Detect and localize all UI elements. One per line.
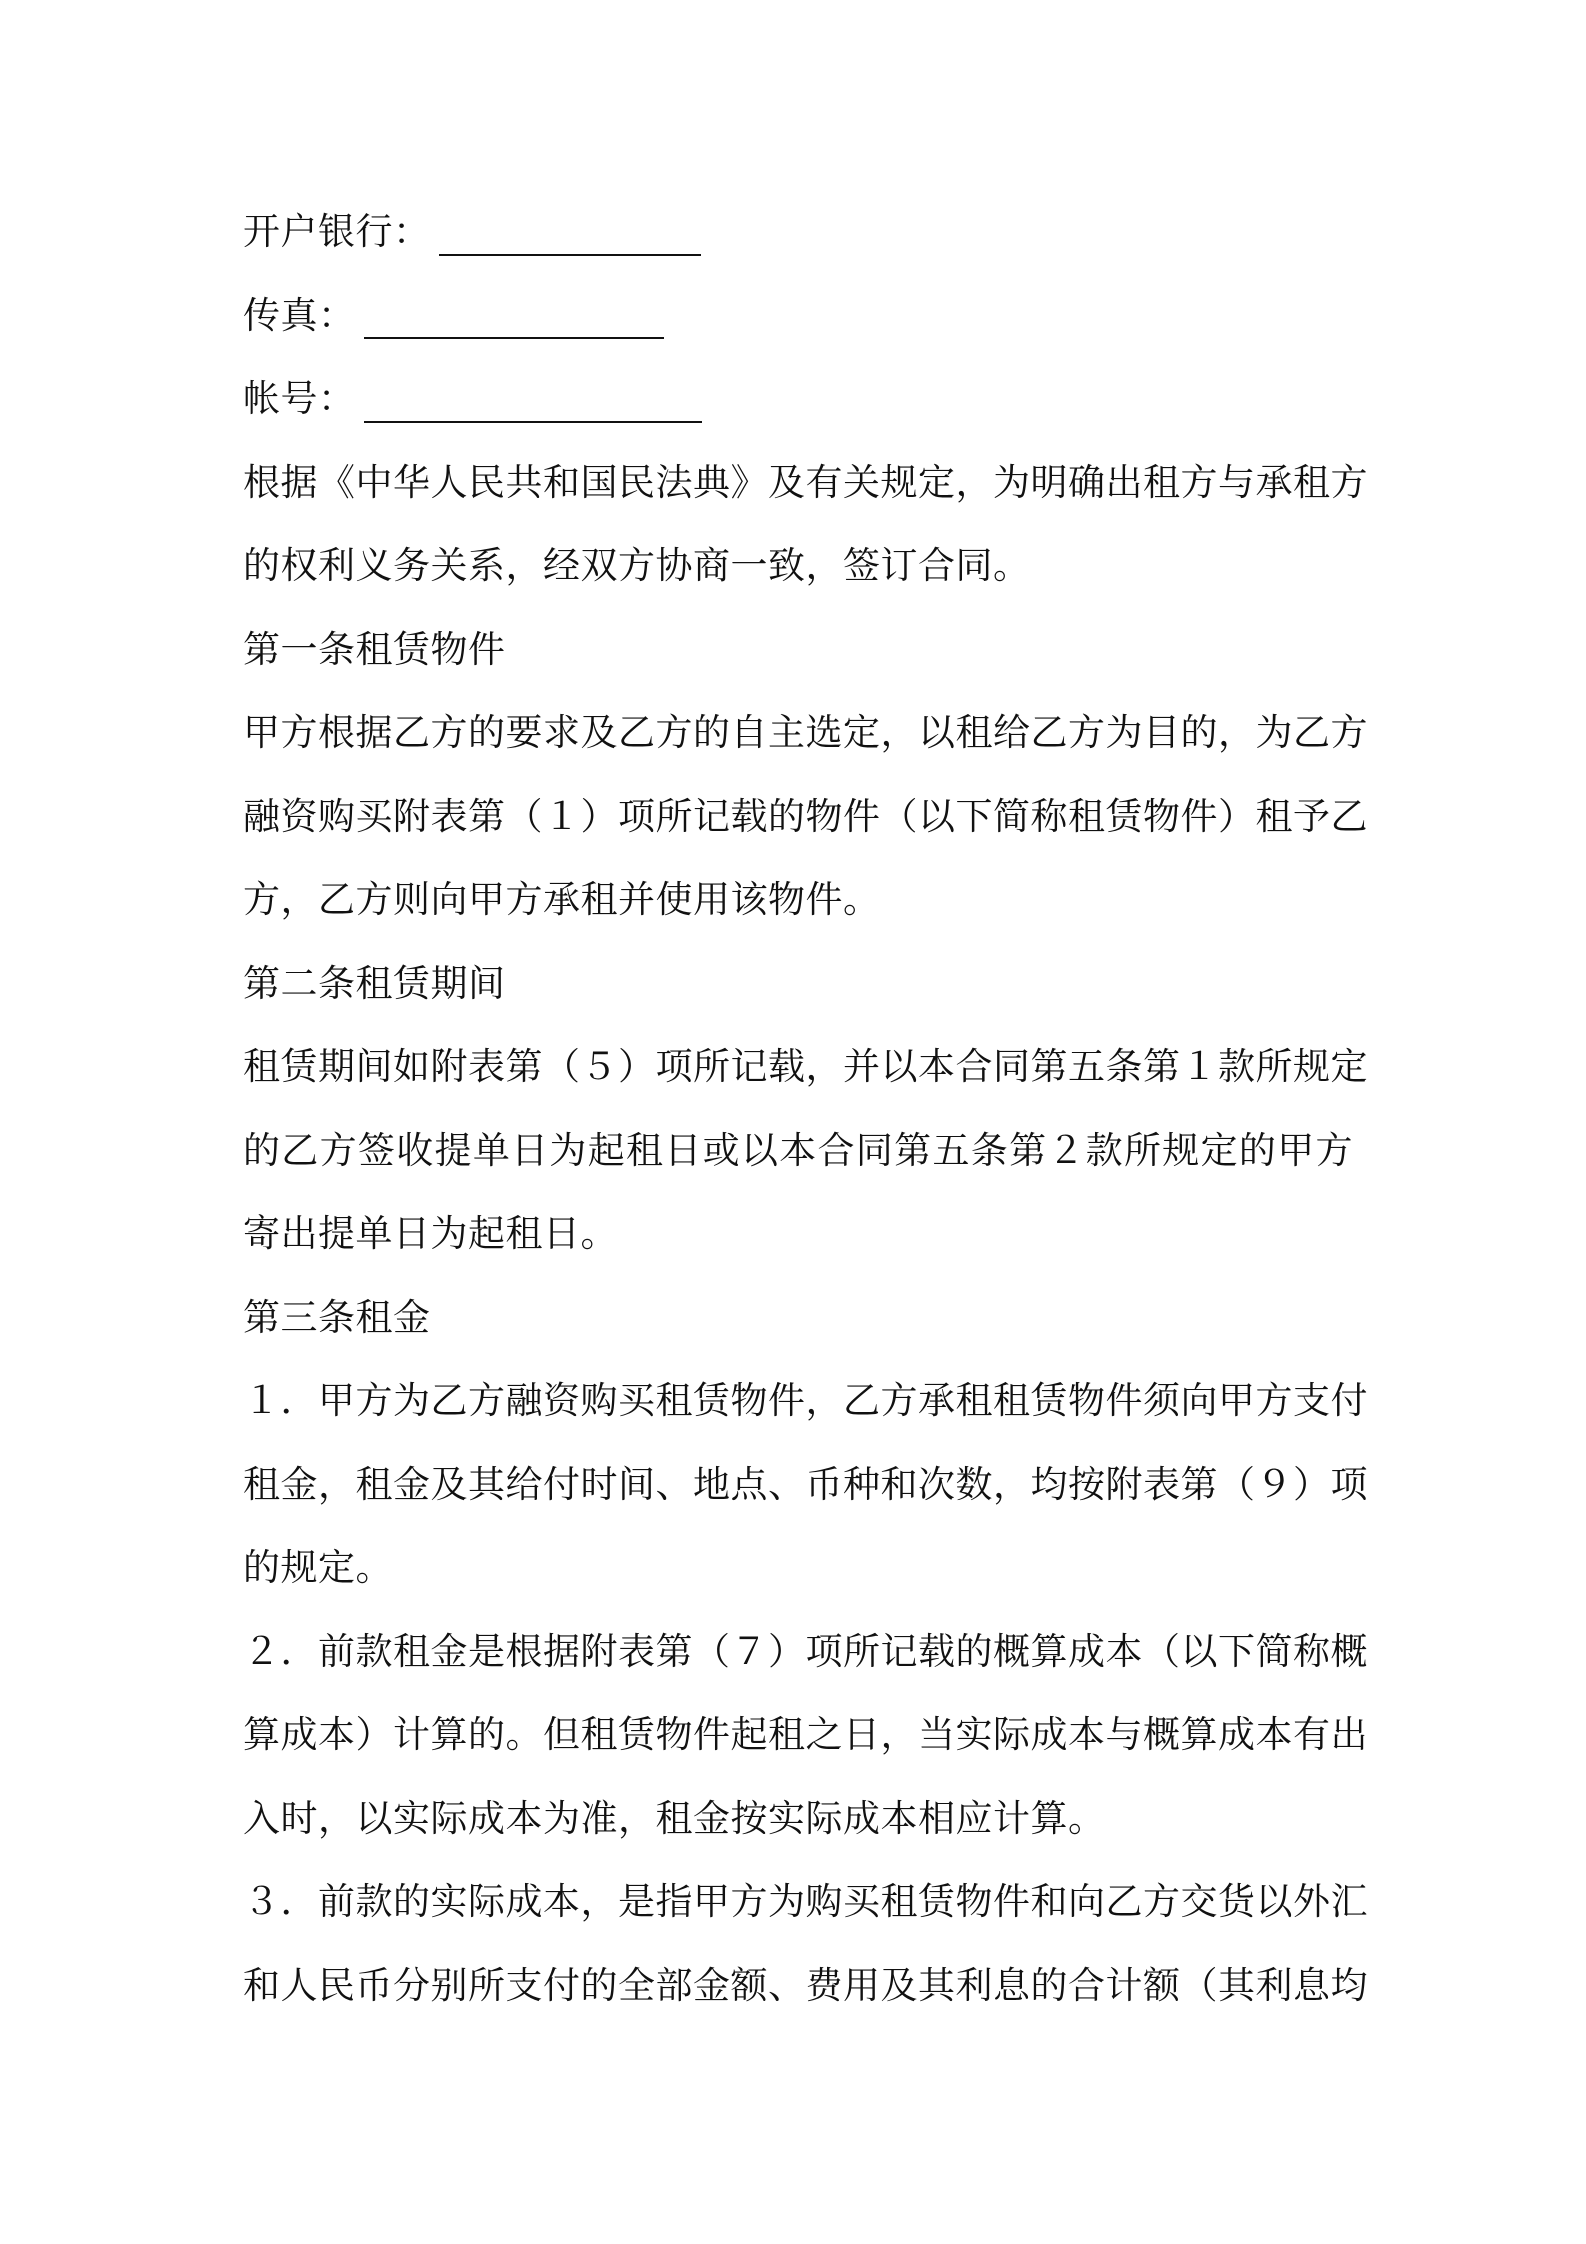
text-line: ２．前款租金是根据附表第（７）项所记载的概算成本（以下简称概	[243, 1629, 1368, 1673]
fax-label: 传真：	[243, 293, 356, 337]
text-line: 租赁期间如附表第（５）项所记载，并以本合同第五条第１款所规定	[243, 1045, 1368, 1088]
fax-field-row	[243, 274, 1353, 358]
text-line: 和人民币分别所支付的全部金额、费用及其利息的合计额（其利息均	[243, 1963, 1368, 2007]
bank-blank	[439, 212, 701, 256]
text-line: ３．前款的实际成本，是指甲方为购买租赁物件和向乙方交货以外汇	[243, 1880, 1368, 1923]
text-line: 算成本）计算的。但租赁物件起租之日，当实际成本与概算成本有出	[243, 1713, 1368, 1756]
text-line: 入时，以实际成本为准，租金按实际成本相应计算。	[243, 1796, 1106, 1840]
account-blank	[364, 379, 702, 423]
fax-blank	[364, 295, 664, 339]
text-line: 寄出提单日为起租日。	[243, 1212, 618, 1255]
text-line: 的乙方签收提单日为起租日或以本合同第五条第２款所规定的甲方	[243, 1128, 1353, 1172]
text-line: 的权利义务关系，经双方协商一致，签订合同。	[243, 544, 1031, 587]
account-field-row	[243, 357, 1353, 441]
text-line: １．甲方为乙方融资购买租赁物件，乙方承租租赁物件须向甲方支付	[243, 1379, 1368, 1422]
bank-field-row	[243, 190, 1353, 274]
text-line: 根据《中华人民共和国民法典》及有关规定，为明确出租方与承租方	[243, 460, 1368, 504]
article-heading: 第三条租金	[243, 1295, 431, 1339]
account-label: 帐号：	[243, 377, 356, 420]
document-page	[243, 190, 1368, 2027]
text-line: 甲方根据乙方的要求及乙方的自主选定，以租给乙方为目的，为乙方	[243, 711, 1368, 754]
text-line: 租金，租金及其给付时间、地点、币种和次数，均按附表第（９）项	[243, 1462, 1368, 1506]
text-line: 的规定。	[243, 1546, 393, 1589]
article-heading: 第二条租赁期间	[243, 961, 506, 1005]
text-line: 融资购买附表第（１）项所记载的物件（以下简称租赁物件）租予乙	[243, 794, 1368, 838]
article-heading: 第一条租赁物件	[243, 627, 506, 671]
text-line: 方，乙方则向甲方承租并使用该物件。	[243, 878, 881, 921]
bank-label: 开户银行：	[243, 210, 431, 253]
